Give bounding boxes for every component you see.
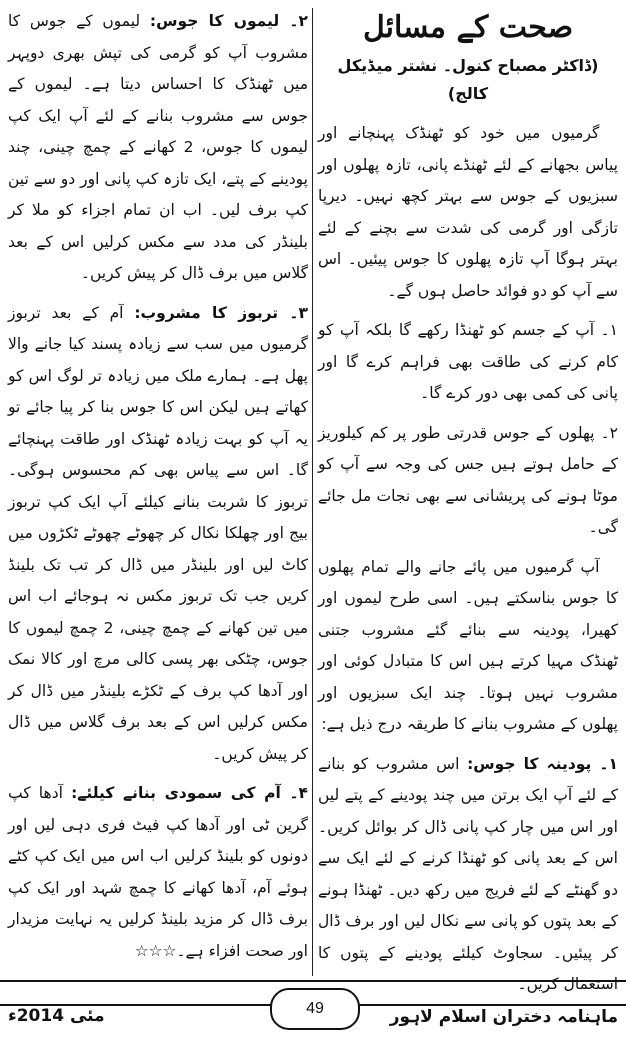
left-column <box>8 6 308 975</box>
column-divider <box>312 8 313 976</box>
magazine-name: ماہنامہ دختران اسلام لاہور <box>389 1007 618 1027</box>
article-byline: (ڈاکٹر مصباح کنول۔ نشتر میڈیکل کالج) <box>337 56 599 103</box>
intro-paragraph: گرمیوں میں خود کو ٹھنڈک پہنچانے اور پیاس بجھانے کے لئے ٹھنڈے پانی، تازہ پھلوں اور سبزیوں کے جوس سے بہتر کچھ نہیں۔ دیرپا تازگی اور گرمی کی شدت سے بچنے کے لئے بہتر ہوگا آپ تازہ پھلوں کا جوس پیئیں۔ اس سے آپ کو دو فوائد حاصل ہوں گے۔ <box>318 124 618 300</box>
right-column <box>318 6 618 1009</box>
watermelon-drink-paragraph <box>8 298 308 771</box>
mango-smoothie-text: آدھا کپ گرین ٹی اور آدھا کپ فیٹ فری دہی لیں اور دونوں کو بلینڈ کرلیں اب اس میں ایک کپ کٹے ہوئے آم، آدھا کھانے کا چمچ شہد اور ایک کپ برف ڈال کر مزید بلینڈ کرلیں یہ نہایت مزیدار اور صحت افزاء ہے۔ <box>8 784 308 960</box>
mango-smoothie-paragraph <box>8 778 308 967</box>
article-title: صحت کے مسائل <box>362 10 574 45</box>
benefit-2-paragraph: ۲۔ پھلوں کے جوس قدرتی طور پر کم کیلوریز کے حامل ہوتے ہیں جس کی وجہ سے آپ کو موٹا ہونے کی پریشانی سے بھی نجات مل جائے گی۔ <box>318 423 618 536</box>
watermelon-drink-text: آم کے بعد تربوز گرمیوں میں سب سے زیادہ پسند کیا جانے والا پھل ہے۔ ہمارے ملک میں زیادہ تر لوگ اس کو کھاتے ہیں لیکن اس کا جوس بنا کر پیا جائے تو یہ آپ کو بہت زیادہ ٹھنڈک اور طاقت پہنچائے گا۔ اس سے پیاس بھی کم محسوس ہوگی۔ تربوز کا شربت بنانے کیلئے آپ ایک کپ تربوز بیج اور چھلکا نکال کر چھوٹے چھوٹے ٹکڑوں میں کاٹ لیں اور بلینڈر میں ڈال کر تب تک بلینڈ کریں جب تک تربوز مکس نہ ہوجائے اب اس میں تین کھانے کے چمچ چینی، 2 چمچ لیموں کا جوس، چٹکی بھر پسی کالی مرچ اور کالا نمک اور آدھا کپ برف کے ٹکڑے بلینڈر میں ڈال کر مکس کرلیں اس کے بعد برف گلاس میں ڈال کر پیش کریں۔ <box>8 303 309 763</box>
lemon-juice-text: لیموں کے جوس کا مشروب آپ کو گرمی کی تپش بھری دوپہر میں ٹھنڈک کا احساس دیتا ہے۔ لیموں کے جوس سے مشروب بنانے کے لئے آپ ایک کپ لیموں کا جوس، 2 کھانے کے چمچ چینی، چند پودینے کے پتے، ایک تازہ کپ پانی اور دو سے تین کپ برف لیں۔ اب ان تمام اجزاء کو ملا کر بلینڈر کی مدد سے مکس کرلیں اس کے بعد گلاس میں برف ڈال کر پیش کریں۔ <box>8 12 308 282</box>
issue-date: مئی 2014ء <box>8 1006 105 1026</box>
page-footer <box>0 980 626 1040</box>
mint-juice-paragraph <box>318 749 618 1001</box>
end-stars-icon: ☆☆☆ <box>134 941 177 960</box>
watermelon-drink-heading: ۳۔ تربوز کا مشروب: <box>134 303 308 322</box>
mint-juice-text: اس مشروب کو بنانے کے لئے آپ ایک برتن میں چند پودینے کے پتے لیں اور اس میں چار کپ پانی ڈال کر بوائل کریں۔ اس کے بعد پانی کو ٹھنڈا کرنے کے لئے ایک سے دو گھنٹے کے لئے فریج میں رکھ دیں۔ ٹھنڈا ہونے کے بعد پتوں کو پانی سے نکال لیں اور برف ڈال کر پیئیں۔ سجاوٹ کیلئے پودینے کے پتوں کا استعمال کریں۔ <box>318 754 618 993</box>
lemon-juice-heading: ۲۔ لیموں کا جوس: <box>149 12 308 30</box>
mint-juice-heading: ۱۔ پودینہ کا جوس: <box>467 754 618 773</box>
lemon-juice-paragraph <box>8 6 308 290</box>
recipes-intro-paragraph: آپ گرمیوں میں پائے جانے والے تمام پھلوں کا جوس بناسکتے ہیں۔ اسی طرح لیموں اور کھیرا، پودینہ سے بنائے گئے مشروب جتنی ٹھنڈک مہیا کرتے ہیں اس کا متبادل کوئی اور مشروب نہیں ہوتا۔ چند ایک سبزیوں اور پھلوں کے مشروب بنانے کا طریقہ درج ذیل ہے: <box>318 557 618 733</box>
benefit-1-paragraph: ۱۔ آپ کے جسم کو ٹھنڈا رکھے گا بلکہ آپ کو کام کرنے کی طاقت بھی فراہم کرے گا اور پانی کی کمی بھی دور کرے گا۔ <box>318 321 618 402</box>
page-number: 49 <box>270 988 360 1030</box>
mango-smoothie-heading: ۴۔ آم کی سمودی بنانے کیلئے: <box>71 784 309 802</box>
